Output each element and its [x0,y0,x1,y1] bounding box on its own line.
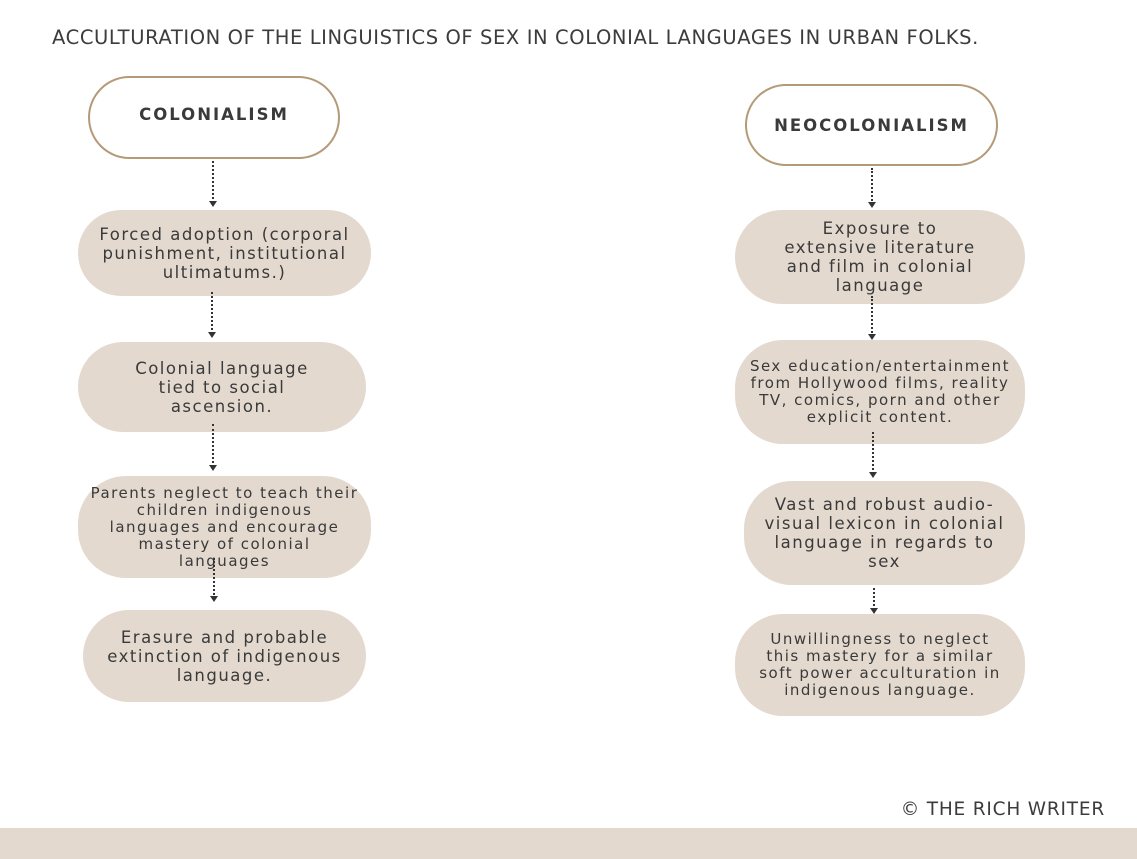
connector-arrow [871,296,873,336]
right-step-4 [735,614,1025,716]
left-step-3 [78,476,371,578]
colonialism-header [88,76,340,159]
connector-arrow [212,424,214,467]
right-step-3-text: Vast and robust audio-visual lexicon in colonial language in regards to sex [764,495,1005,571]
connector-arrow [873,588,875,610]
left-step-2-text: Colonial language tied to social ascension. [135,358,309,416]
right-step-4-text: Unwillingness to neglect this mastery for a similar soft power acculturation in indigenous language. [759,630,1001,699]
footer-band [0,828,1137,859]
connector-arrow [212,161,214,203]
right-step-1 [735,210,1025,304]
colonialism-header-label: COLONIALISM [139,105,289,124]
left-step-4-text: Erasure and probable extinction of indigenous language. [107,627,342,685]
left-step-3-text: Parents neglect to teach their children indigenous languages and encourage mastery of colonial languages [90,483,359,570]
right-step-2-text: Sex education/entertainment from Hollywood films, reality TV, comics, porn and other explicit content. [749,357,1011,426]
diagram-title: ACCULTURATION OF THE LINGUISTICS OF SEX IN COLONIAL LANGUAGES IN URBAN FOLKS. [52,26,979,49]
left-step-4 [83,610,366,702]
connector-arrow [872,432,874,474]
connector-arrow [213,558,215,598]
left-step-1 [78,210,371,296]
right-step-3 [744,481,1025,585]
connector-arrow [211,292,213,334]
connector-arrow [871,168,873,204]
copyright-text: © THE RICH WRITER [900,799,1105,820]
right-step-1-text: Exposure to extensive literature and film in colonial language [784,219,976,295]
left-step-1-text: Forced adoption (corporal punishment, institutional ultimatums.) [99,224,350,282]
neocolonialism-header-label: NEOCOLONIALISM [774,115,969,135]
left-step-2 [78,342,366,432]
neocolonialism-header [745,84,998,166]
right-step-2 [735,340,1025,444]
